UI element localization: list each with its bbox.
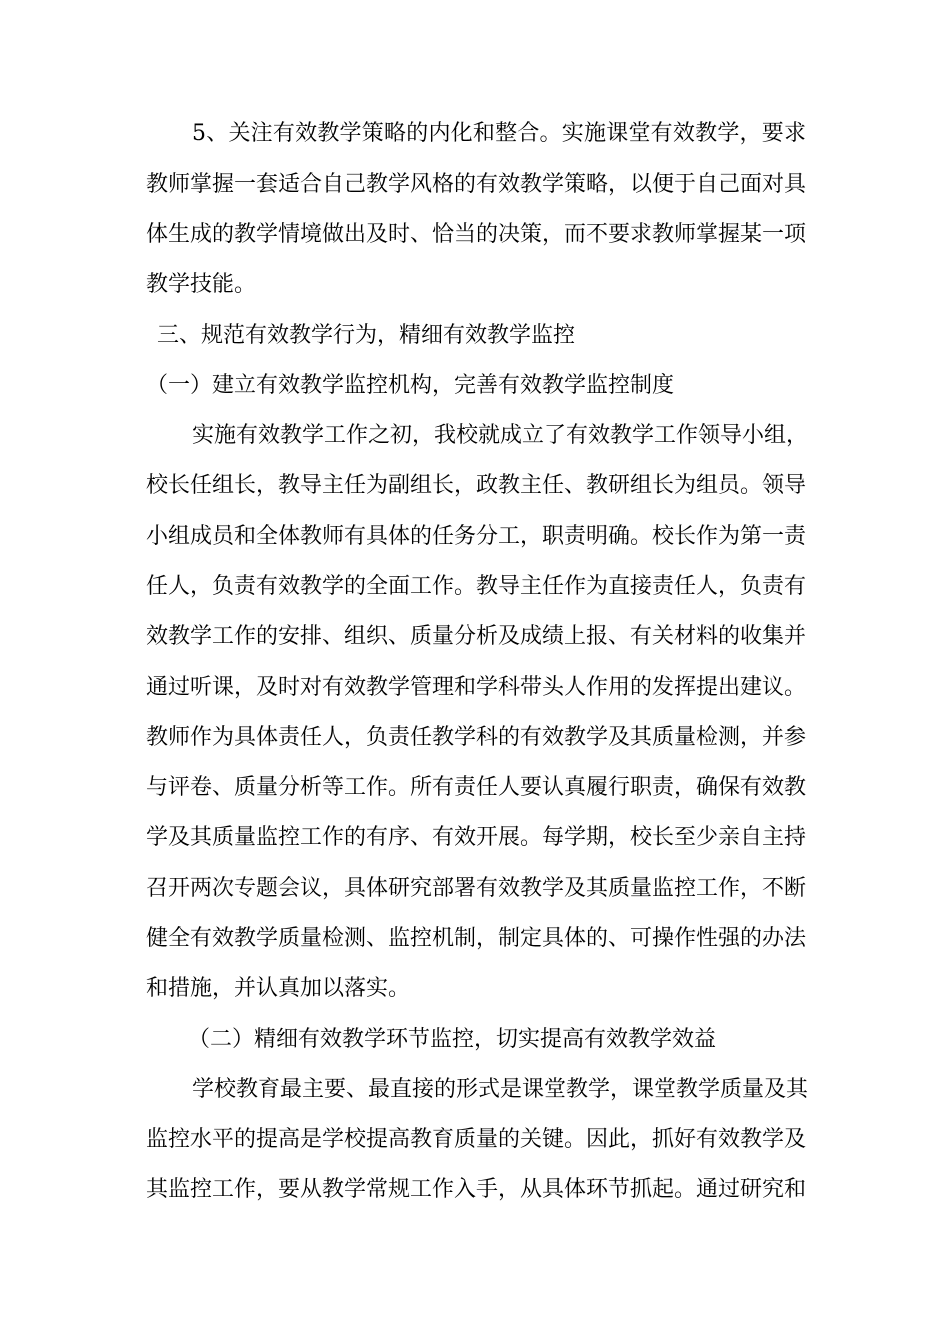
paragraph-line: 与评卷、质量分析等工作。所有责任人要认真履行职责，确保有效教 — [146, 775, 807, 800]
paragraph-line: 小组成员和全体教师有具体的任务分工，职责明确。校长作为第一责 — [146, 524, 807, 549]
paragraph-line: 效教学工作的安排、组织、质量分析及成绩上报、有关材料的收集并 — [146, 624, 807, 649]
paragraph-line: 任人，负责有效教学的全面工作。教导主任作为直接责任人，负责有 — [146, 574, 807, 599]
paragraph-line: 其监控工作，要从教学常规工作入手，从具体环节抓起。通过研究和 — [146, 1177, 807, 1202]
paragraph-line: 教师作为具体责任人，负责任教学科的有效教学及其质量检测，并参 — [146, 725, 807, 750]
paragraph-line: 校长任组长，教导主任为副组长，政教主任、教研组长为组员。领导 — [146, 473, 807, 498]
paragraph-line: 5、关注有效教学策略的内化和整合。实施课堂有效教学，要求 — [192, 121, 806, 146]
section-heading: 三、规范有效教学行为，精细有效教学监控 — [157, 323, 576, 348]
paragraph-line: 召开两次专题会议，具体研究部署有效教学及其质量监控工作，不断 — [146, 876, 807, 901]
paragraph-line: 教学技能。 — [146, 272, 257, 297]
paragraph-line: 体生成的教学情境做出及时、恰当的决策，而不要求教师掌握某一项 — [146, 222, 807, 247]
paragraph-line: 健全有效教学质量检测、监控机制，制定具体的、可操作性强的办法 — [146, 926, 807, 951]
paragraph-line: 学及其质量监控工作的有序、有效开展。每学期，校长至少亲自主持 — [146, 825, 807, 850]
paragraph-line: 实施有效教学工作之初，我校就成立了有效教学工作领导小组， — [192, 423, 809, 448]
paragraph-line: 监控水平的提高是学校提高教育质量的关键。因此，抓好有效教学及 — [146, 1127, 807, 1152]
subsection-heading: （二）精细有效教学环节监控，切实提高有效教学效益 — [188, 1027, 717, 1052]
paragraph-line: 教师掌握一套适合自己教学风格的有效教学策略，以便于自己面对具 — [146, 172, 807, 197]
paragraph-line: 和措施，并认真加以落实。 — [146, 976, 411, 1001]
paragraph-line: 通过听课，及时对有效教学管理和学科带头人作用的发挥提出建议。 — [146, 675, 807, 700]
subsection-heading: （一）建立有效教学监控机构，完善有效教学监控制度 — [146, 373, 675, 398]
paragraph-line: 学校教育最主要、最直接的形式是课堂教学，课堂教学质量及其 — [192, 1077, 809, 1102]
